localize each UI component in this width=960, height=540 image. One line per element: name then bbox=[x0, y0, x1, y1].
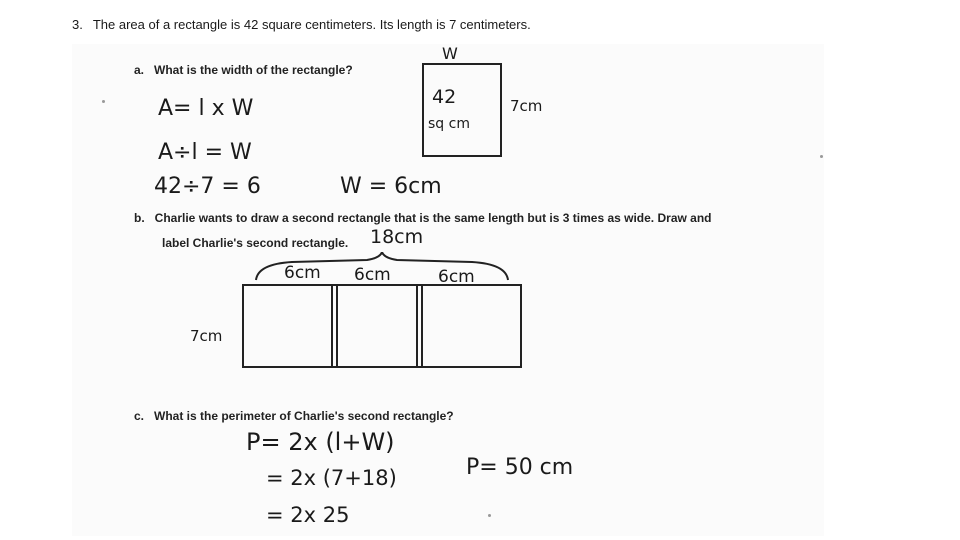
divider-line-2 bbox=[416, 286, 418, 366]
scan-speck bbox=[488, 514, 491, 517]
charlie-rectangle bbox=[242, 284, 522, 368]
sketch-area-unit: sq cm bbox=[428, 116, 470, 132]
answer-a: W = 6cm bbox=[340, 174, 442, 199]
sketch-area-value: 42 bbox=[432, 86, 457, 108]
sketch-length-label: 7cm bbox=[510, 97, 543, 115]
question-b-text-1: Charlie wants to draw a second rectangle that is the same length but is 3 times as wide. Draw and bbox=[154, 211, 712, 225]
rectangle-length-label: 7cm bbox=[190, 327, 223, 345]
total-width-label: 18cm bbox=[370, 226, 424, 248]
sketch-rectangle bbox=[422, 63, 502, 157]
question-b-label: b. bbox=[134, 211, 145, 225]
divider-line-1b bbox=[336, 286, 338, 366]
work-c-line-1: P= 2x (l+W) bbox=[246, 428, 395, 456]
work-a-line-1: A= l x W bbox=[158, 96, 254, 121]
question-c-text: What is the perimeter of Charlie's second rectangle? bbox=[154, 409, 454, 423]
divider-line-2b bbox=[421, 286, 423, 366]
question-a-label: a. bbox=[134, 63, 145, 77]
sketch-width-label: W bbox=[442, 44, 458, 63]
work-a-line-2: A÷l = W bbox=[158, 140, 252, 165]
divider-line-1 bbox=[331, 286, 333, 366]
answer-c: P= 50 cm bbox=[466, 455, 574, 480]
question-b-line-1 bbox=[134, 211, 712, 225]
work-c-line-3: = 2x 25 bbox=[266, 503, 350, 527]
work-a-line-3: 42÷7 = 6 bbox=[154, 174, 261, 199]
scan-speck bbox=[820, 155, 823, 158]
segment-label-2: 6cm bbox=[354, 265, 391, 285]
question-c-label: c. bbox=[134, 409, 145, 423]
segment-label-3: 6cm bbox=[438, 267, 475, 287]
work-c-line-2: = 2x (7+18) bbox=[266, 466, 397, 490]
question-c bbox=[134, 409, 454, 423]
question-b-line-2: label Charlie's second rectangle. bbox=[162, 236, 349, 250]
question-a-text: What is the width of the rectangle? bbox=[154, 63, 353, 77]
problem-statement: The area of a rectangle is 42 square centimeters. Its length is 7 centimeters. bbox=[92, 17, 531, 32]
question-a bbox=[134, 63, 353, 77]
problem-header bbox=[72, 17, 531, 32]
scanned-worksheet bbox=[72, 44, 824, 536]
scan-speck bbox=[102, 100, 105, 103]
problem-number: 3. bbox=[72, 17, 83, 32]
segment-label-1: 6cm bbox=[284, 263, 321, 283]
